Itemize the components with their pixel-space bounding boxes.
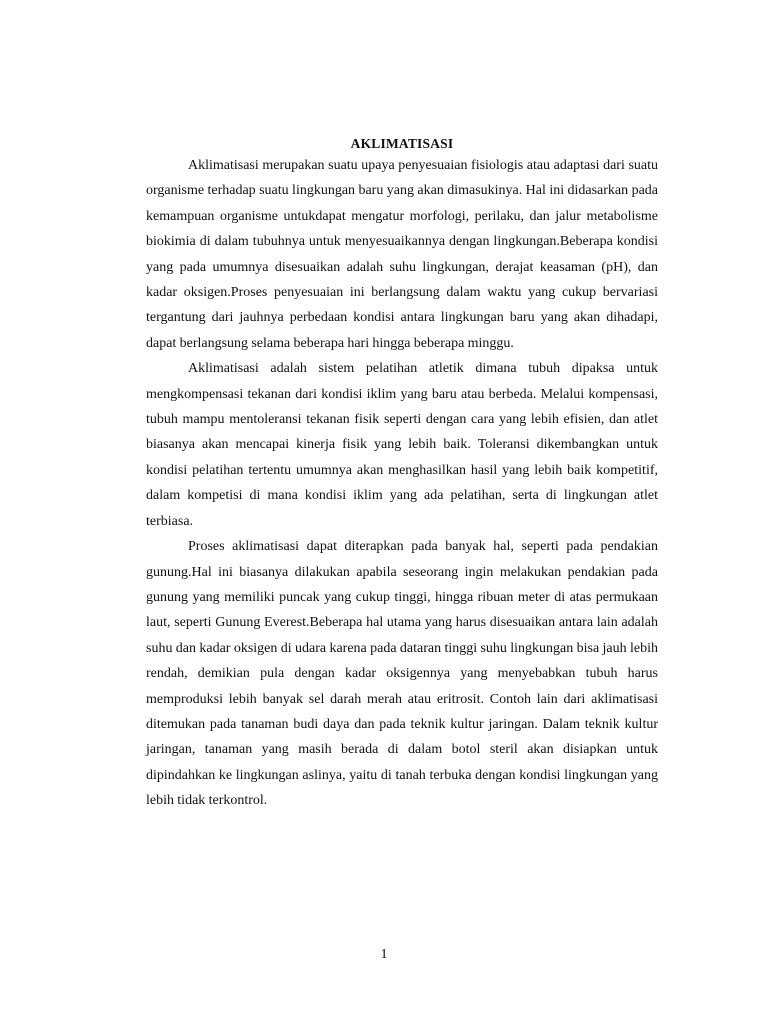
document-title: AKLIMATISASI — [350, 136, 454, 151]
paragraph-1: Aklimatisasi merupakan suatu upaya penyesuaian fisiologis atau adaptasi dari suatu organisme terhadap suatu lingkungan baru yang akan dimasukinya. Hal ini didasarkan pada kemampuan organisme untukdapat mengatur morfologi, perilaku, dan jalur metabolisme biokimia di dalam tubuhnya untuk menyesuaikannya dengan lingkungan.Beberapa kondisi yang pada umumnya disesuaikan adalah suhu lingkungan, derajat keasaman (pH), dan kadar oksigen.Proses penyesuaian ini berlangsung dalam waktu yang cukup bervariasi tergantung dari jauhnya perbedaan kondisi antara lingkungan baru yang akan dihadapi, dapat berlangsung selama beberapa hari hingga beberapa minggu. — [146, 158, 658, 351]
page-number: 1 — [380, 947, 388, 962]
paragraph-2: Aklimatisasi adalah sistem pelatihan atletik dimana tubuh dipaksa untuk mengkompensasi tekanan dari kondisi iklim yang baru atau berbeda. Melalui kompensasi, tubuh mampu mentoleransi tekanan fisik seperti dengan cara yang lebih efisien, dan atlet biasanya akan mencapai kinerja fisik yang lebih baik. Toleransi dikembangkan untuk kondisi pelatihan tertentu umumnya akan menghasilkan hasil yang lebih baik kompetitif, dalam kompetisi di mana kondisi iklim yang ada pelatihan, serta di lingkungan atlet terbiasa. — [146, 361, 658, 529]
paragraph-3: Proses aklimatisasi dapat diterapkan pada banyak hal, seperti pada pendakian gunung.Hal ini biasanya dilakukan apabila seseorang ingin melakukan pendakian pada gunung yang memiliki puncak yang cukup tinggi, hingga ribuan meter di atas permukaan laut, seperti Gunung Everest.Beberapa hal utama yang harus disesuaikan antara lain adalah suhu dan kadar oksigen di udara karena pada dataran tinggi suhu lingkungan bisa jauh lebih rendah, demikian pula dengan kadar oksigennya yang menyebabkan tubuh harus memproduksi lebih banyak sel darah merah atau eritrosit. Contoh lain dari aklimatisasi ditemukan pada tanaman budi daya dan pada teknik kultur jaringan. Dalam teknik kultur jaringan, tanaman yang masih berada di dalam botol steril akan disiapkan untuk dipindahkan ke lingkungan aslinya, yaitu di tanah terbuka dengan kondisi lingkungan yang lebih tidak terkontrol. — [146, 539, 658, 809]
document-body — [146, 135, 658, 814]
